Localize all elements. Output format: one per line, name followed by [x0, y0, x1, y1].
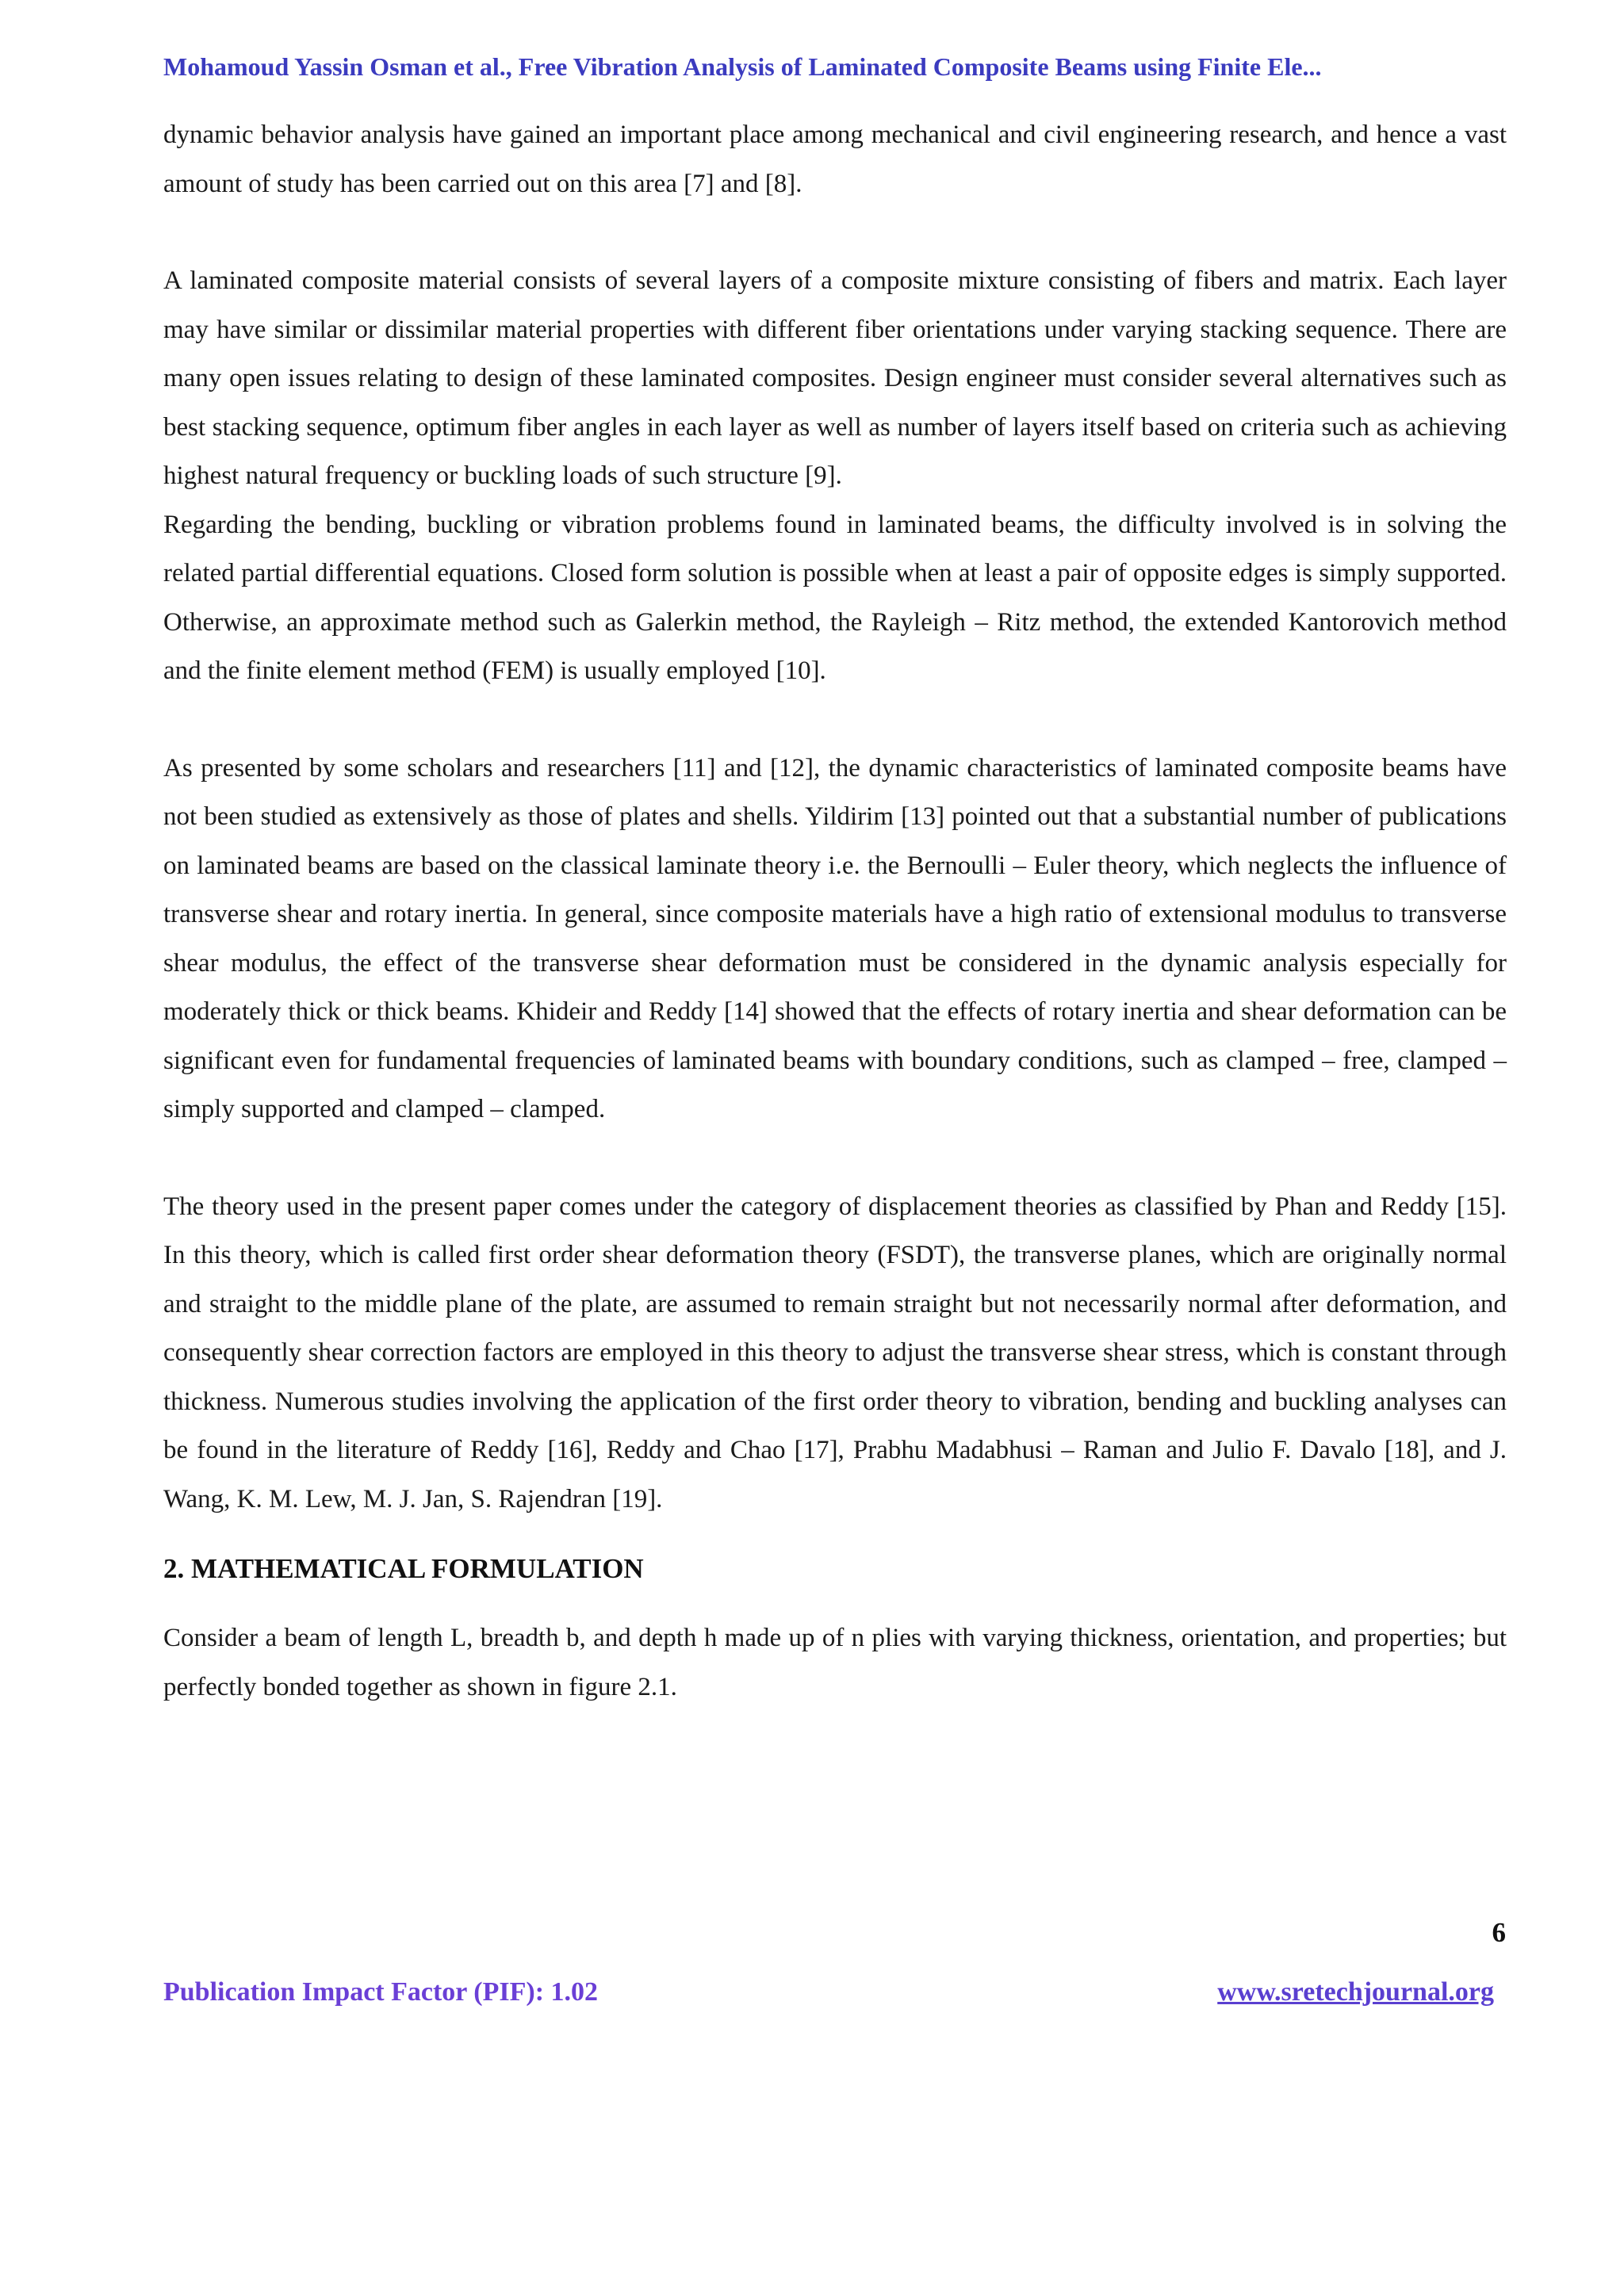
- running-header: Mohamoud Yassin Osman et al., Free Vibration Analysis of Laminated Composite Beams using Finite Ele...: [163, 52, 1322, 81]
- section-heading: 2. MATHEMATICAL FORMULATION: [163, 1553, 644, 1584]
- article-body: [163, 111, 1507, 1712]
- paragraph-gap: [163, 209, 1507, 257]
- paragraph-beam-definition: Consider a beam of length L, breadth b, and depth h made up of n plies with varying thickness, orientation, and properties; but perfectly bonded together as shown in figure 2.1.: [163, 1624, 1507, 1701]
- heading-gap: [163, 1524, 1507, 1549]
- paragraph-intro-continued: dynamic behavior analysis have gained an important place among mechanical and civil engineering research, and hence a vast amount of study has been carried out on this area [7] and [8].: [163, 121, 1507, 198]
- page-number: 6: [1492, 1917, 1506, 1948]
- paragraph-dynamic-characteristics: As presented by some scholars and researchers [11] and [12], the dynamic characteristics of laminated composite beams have not been studied as extensively as those of plates and shells. Yildirim [13] pointed out that a substantial number of publications on laminated beams are based on the classical laminate theory i.e. the Bernoulli – Euler theory, which neglects the influence of transverse shear and rotary inertia. In general, since composite materials have a high ratio of extensional modulus to transverse shear modulus, the effect of the transverse shear deformation must be considered in the dynamic analysis especially for moderately thick or thick beams. Khideir and Reddy [14] showed that the effects of rotary inertia and shear deformation can be significant even for fundamental frequencies of laminated beams with boundary conditions, such as clamped – free, clamped – simply supported and clamped – clamped.: [163, 753, 1507, 1123]
- paragraph-gap: [163, 696, 1507, 744]
- paragraph-fsdt-theory: The theory used in the present paper comes under the category of displacement theories as classified by Phan and Reddy [15]. In this theory, which is called first order shear deformation theory (FSDT), the transverse planes, which are originally normal and straight to the middle plane of the plate, are assumed to remain straight but not necessarily normal after deformation, and consequently shear correction factors are employed in this theory to adjust the transverse shear stress, which is constant through thickness. Numerous studies involving the application of the first order theory to vibration, bending and buckling analyses can be found in the literature of Reddy [16], Reddy and Chao [17], Prabhu Madabhusi – Raman and Julio F. Davalo [18], and J. Wang, K. M. Lew, M. J. Jan, S. Rajendran [19].: [163, 1192, 1507, 1513]
- paragraph-bending-buckling: Regarding the bending, buckling or vibration problems found in laminated beams, the difficulty involved is in solving the related partial differential equations. Closed form solution is possible when at least a pair of opposite edges is simply supported. Otherwise, an approximate method such as Galerkin method, the Rayleigh – Ritz method, the extended Kantorovich method and the finite element method (FEM) is usually employed [10].: [163, 510, 1507, 685]
- journal-website-link[interactable]: www.sretechjournal.org: [1217, 1977, 1494, 2007]
- paragraph-gap: [163, 1135, 1507, 1183]
- heading-gap: [163, 1589, 1507, 1614]
- impact-factor-footer: Publication Impact Factor (PIF): 1.02: [163, 1977, 599, 2007]
- paragraph-laminated-material: A laminated composite material consists of several layers of a composite mixture consisting of fibers and matrix. Each layer may have similar or dissimilar material properties with different fiber orientations under varying stacking sequence. There are many open issues relating to design of these laminated composites. Design engineer must consider several alternatives such as best stacking sequence, optimum fiber angles in each layer as well as number of layers itself based on criteria such as achieving highest natural frequency or buckling loads of such structure [9].: [163, 266, 1507, 490]
